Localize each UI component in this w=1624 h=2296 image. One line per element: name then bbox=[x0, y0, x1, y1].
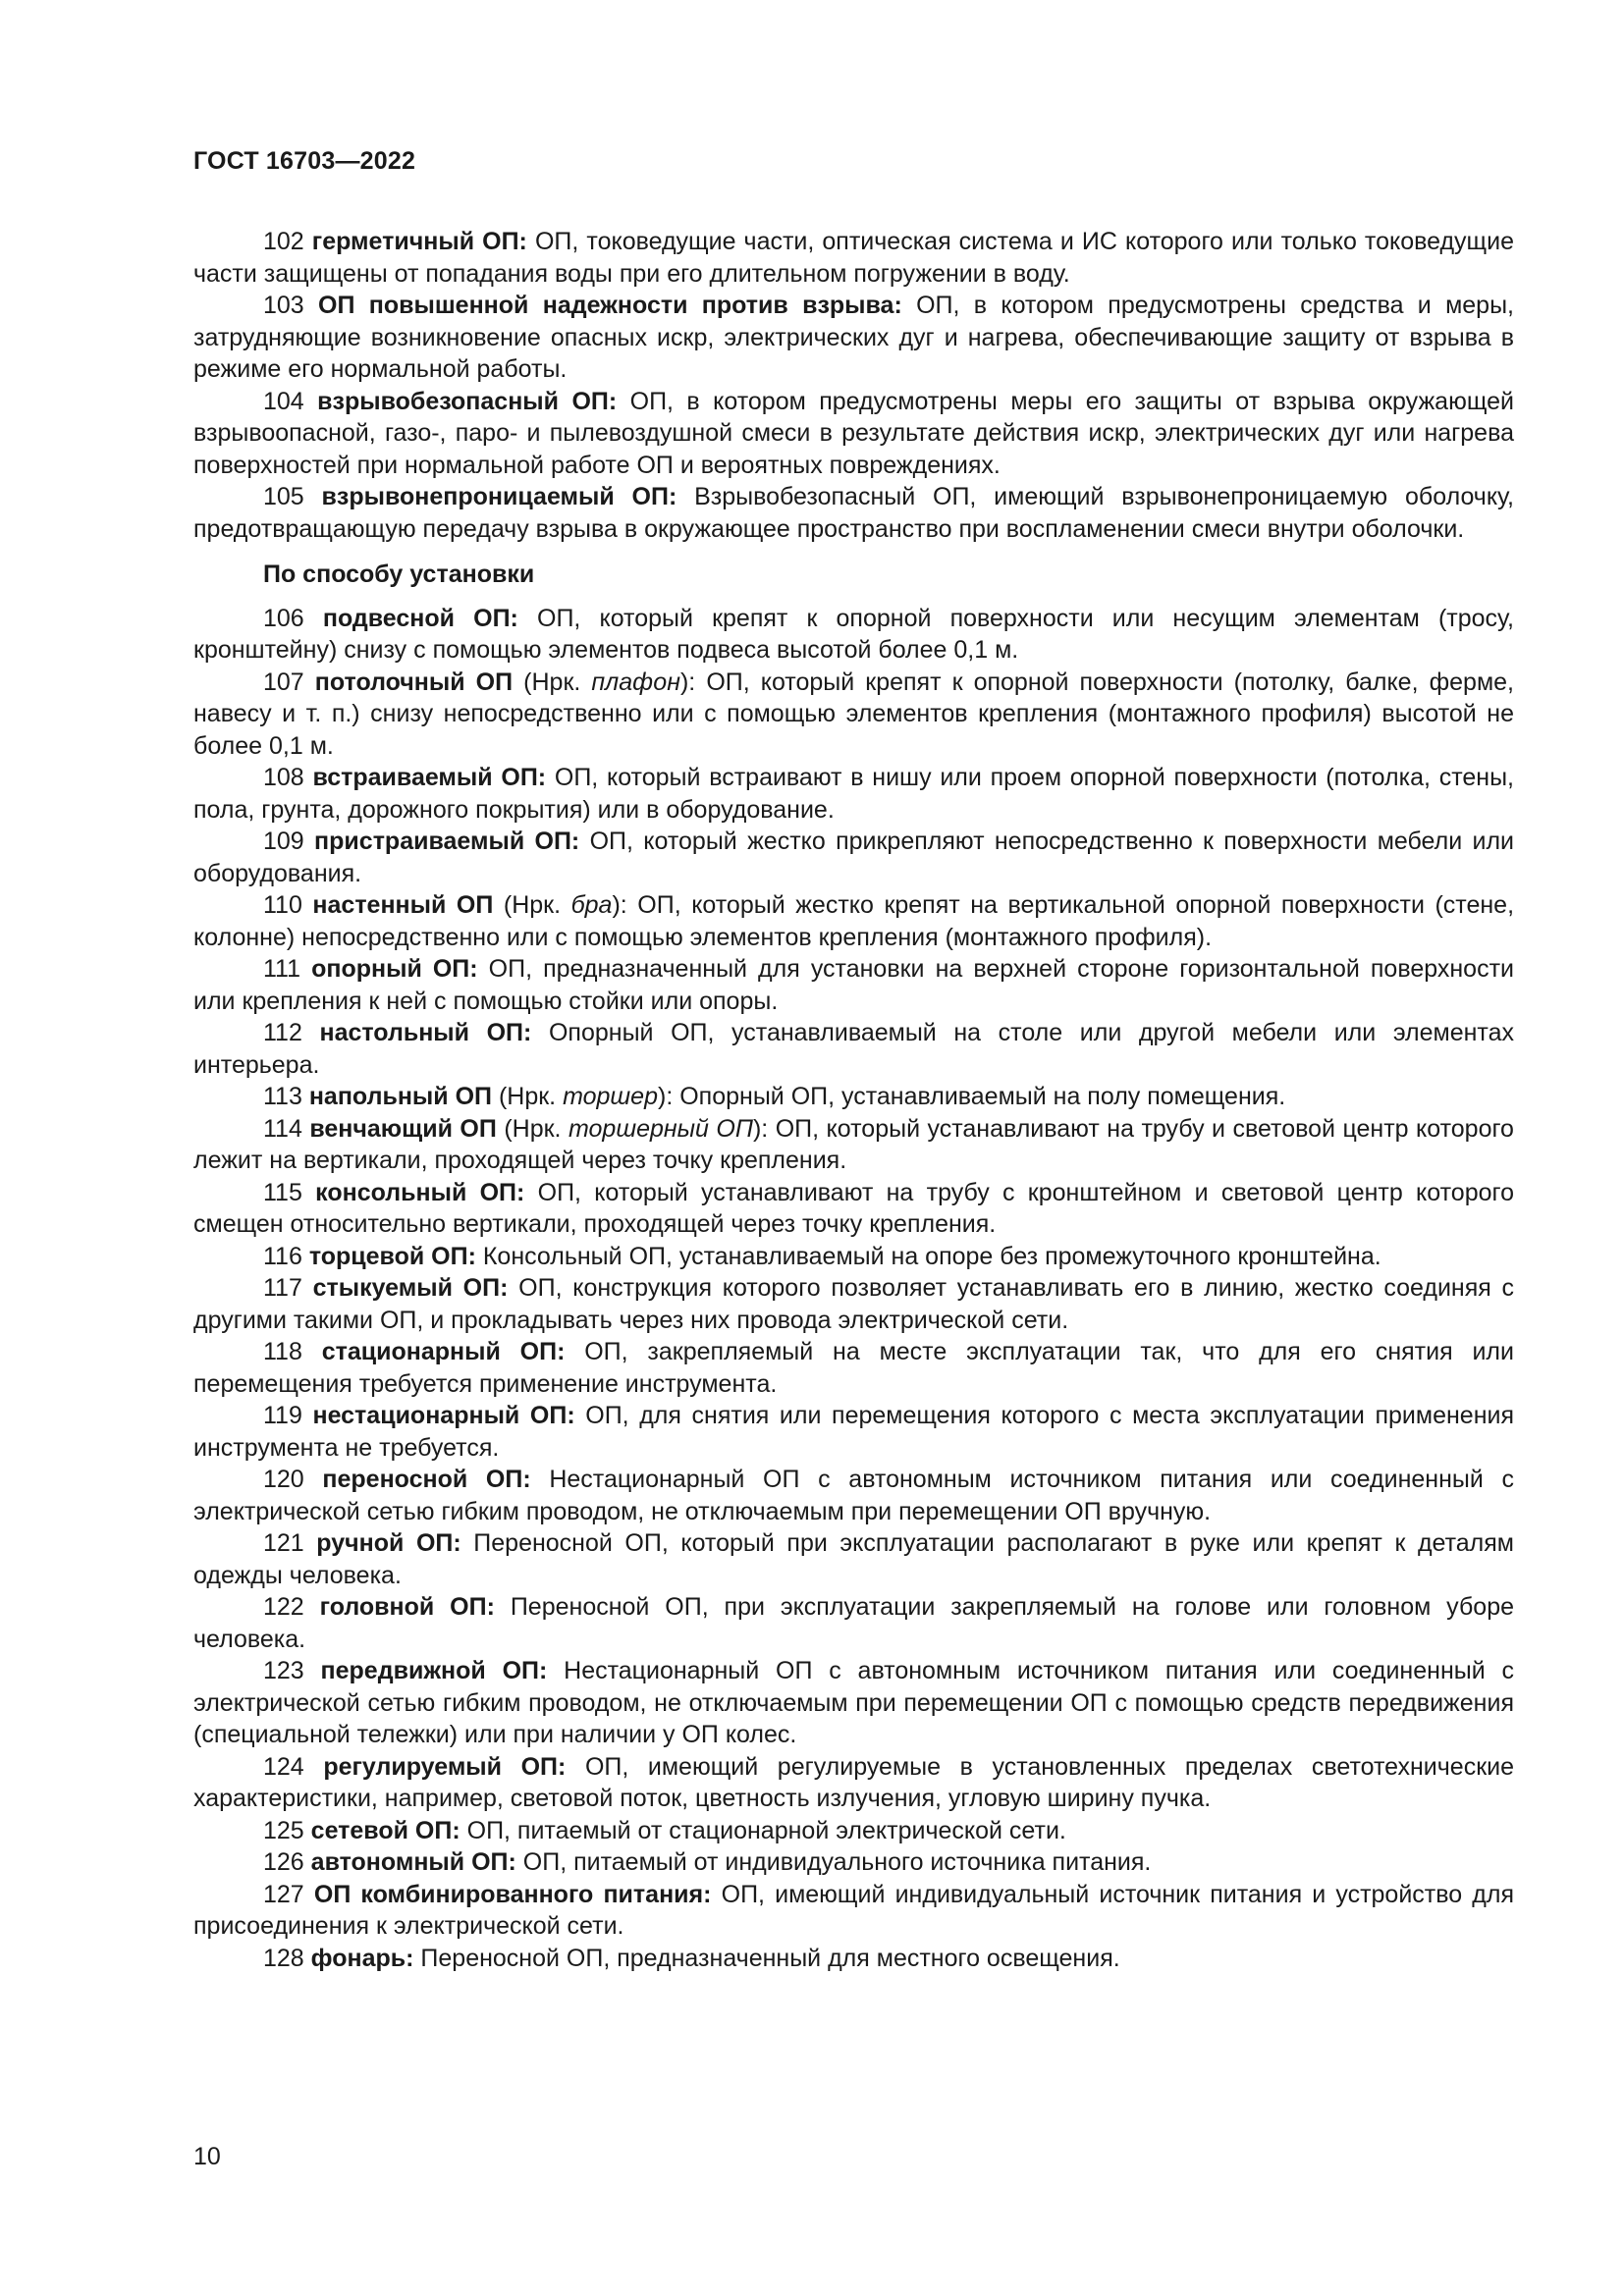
term-entry bbox=[193, 1943, 1514, 1975]
term-name: настольный ОП: bbox=[319, 1019, 532, 1046]
term-number: 125 bbox=[263, 1816, 304, 1844]
term-name: венчающий ОП bbox=[309, 1114, 497, 1143]
term-number: 109 bbox=[263, 828, 304, 855]
term-number: 124 bbox=[263, 1752, 304, 1781]
term-name: опорный ОП: bbox=[311, 955, 478, 983]
page-footer bbox=[193, 2143, 221, 2171]
term-number: 127 bbox=[263, 1880, 304, 1908]
term-definition: ОП, который крепят к опорной поверхности (потолку, балке, ферме, навесу и т. п.) снизу непосредственно или с помощью элементов крепления (монтажного профиля) высотой не более 0,1 м. bbox=[193, 667, 1514, 760]
term-name: ОП повышенной надежности против взрыва: bbox=[318, 292, 902, 319]
term-alternative bbox=[504, 891, 627, 919]
term-alternative-suffix: ): bbox=[679, 667, 696, 696]
term-definition: ОП, который жестко прикрепляют непосредственно к поверхности мебели или оборудования. bbox=[193, 828, 1515, 887]
term-number: 117 bbox=[263, 1274, 302, 1302]
term-number: 105 bbox=[263, 483, 304, 510]
term-name: взрывонепроницаемый ОП: bbox=[321, 483, 677, 510]
term-number: 110 bbox=[263, 891, 302, 919]
terms-group-before bbox=[193, 226, 1514, 545]
term-alternative-word: торшер bbox=[563, 1083, 658, 1110]
term-alternative-suffix: ): bbox=[752, 1114, 769, 1143]
term-number: 107 bbox=[263, 667, 304, 696]
term-entry bbox=[193, 481, 1514, 545]
term-number: 116 bbox=[263, 1242, 302, 1270]
term-definition: ОП, имеющий регулируемые в установленных пределах светотехнические характеристики, например, световой поток, цветность излучения, угловую ширину пучка. bbox=[193, 1752, 1515, 1812]
term-name: ручной ОП: bbox=[316, 1529, 461, 1557]
term-definition: ОП, в котором предусмотрены меры его защиты от взрыва окружающей взрывоопасной, газо-, паро- и пылевоздушной смеси в результате действия искр, электрических дуг или нагрева поверхностей при нормальной работе ОП и вероятных повреждениях. bbox=[193, 387, 1514, 479]
term-name: нестационарный ОП: bbox=[312, 1402, 575, 1429]
term-entry bbox=[193, 386, 1514, 482]
term-name: стыкуемый ОП: bbox=[312, 1274, 509, 1302]
page-number: 10 bbox=[193, 2143, 221, 2170]
term-name: передвижной ОП: bbox=[320, 1657, 548, 1684]
term-number: 103 bbox=[263, 292, 304, 319]
term-name: сетевой ОП: bbox=[310, 1816, 460, 1844]
term-name: торцевой ОП: bbox=[308, 1242, 476, 1270]
term-definition: ОП, в котором предусмотрены средства и меры, затрудняющие возникновение опасных искр, электрических дуг и нагрева, обеспечивающие защиту от взрыва в режиме его нормальной работы. bbox=[193, 292, 1514, 383]
term-name: ОП комбинированного питания: bbox=[313, 1880, 712, 1908]
term-number: 102 bbox=[263, 228, 304, 255]
term-entry bbox=[193, 226, 1514, 290]
term-number: 111 bbox=[263, 955, 301, 983]
term-name: консольный ОП: bbox=[315, 1178, 525, 1206]
term-definition: ОП, который устанавливают на трубу с кронштейном и световой центр которого смещен относительно вертикали, проходящей через точку крепления. bbox=[193, 1178, 1514, 1238]
term-definition: Переносной ОП, при эксплуатации закрепляемый на голове или головном уборе человека. bbox=[193, 1593, 1514, 1653]
term-entry bbox=[193, 889, 1514, 953]
terms-group-after bbox=[193, 603, 1514, 1975]
term-entry bbox=[193, 1113, 1514, 1177]
term-definition: ОП, питаемый от стационарной электрической сети. bbox=[466, 1816, 1066, 1844]
term-definition: Нестационарный ОП с автономным источником питания или соединенный с электрической сетью гибким проводом, не отключаемым при перемещении ОП с помощью средств передвижения (специальной тележки) или при наличии у ОП колес. bbox=[193, 1657, 1514, 1748]
term-name: фонарь: bbox=[310, 1944, 414, 1972]
term-number: 118 bbox=[263, 1338, 302, 1365]
term-definition: ОП, который устанавливают на трубу и световой центр которого лежит на вертикали, проходящей через точку крепления. bbox=[193, 1114, 1514, 1174]
term-number: 119 bbox=[263, 1402, 302, 1429]
term-definition: ОП, который встраивают в нишу или проем опорной поверхности (потолка, стены, пола, грунта, дорожного покрытия) или в оборудование. bbox=[193, 764, 1514, 824]
term-name: пристраиваемый ОП: bbox=[314, 828, 580, 855]
term-definition: Консольный ОП, устанавливаемый на опоре без промежуточного кронштейна. bbox=[482, 1242, 1381, 1270]
term-definition: ОП, имеющий индивидуальный источник питания и устройство для присоединения к электрической сети. bbox=[193, 1880, 1515, 1940]
section-heading: По способу установки bbox=[263, 561, 535, 588]
term-entry bbox=[193, 1336, 1514, 1400]
term-entry bbox=[193, 1017, 1514, 1081]
term-number: 115 bbox=[263, 1178, 302, 1206]
term-name: потолочный ОП bbox=[314, 667, 514, 696]
term-definition: Взрывобезопасный ОП, имеющий взрывонепроницаемую оболочку, предотвращающую передачу взрыва в окружающее пространство при воспламенении смеси внутри оболочки. bbox=[193, 483, 1514, 543]
term-definition: ОП, который жестко крепят на вертикальной опорной поверхности (стене, колонне) непосредственно или с помощью элементов крепления (монтажного профиля). bbox=[193, 891, 1515, 951]
term-alternative-prefix: (Нрк. bbox=[503, 891, 571, 919]
term-name: настенный ОП bbox=[312, 891, 494, 919]
term-definition: ОП, для снятия или перемещения которого с места эксплуатации применения инструмента не требуется. bbox=[193, 1402, 1514, 1462]
term-entry bbox=[193, 1846, 1514, 1879]
term-alternative bbox=[523, 668, 695, 696]
term-entry bbox=[193, 1591, 1514, 1655]
term-entry bbox=[193, 1751, 1514, 1815]
standard-designation: ГОСТ 16703—2022 bbox=[193, 147, 416, 175]
term-number: 108 bbox=[263, 764, 304, 791]
term-definition: Опорный ОП, устанавливаемый на столе или другой мебели или элементах интерьера. bbox=[193, 1019, 1514, 1079]
term-entry bbox=[193, 1241, 1514, 1273]
term-definition: ОП, закрепляемый на месте эксплуатации так, что для его снятия или перемещения требуется применение инструмента. bbox=[193, 1338, 1514, 1398]
term-entry bbox=[193, 1272, 1514, 1336]
term-name: переносной ОП: bbox=[322, 1466, 531, 1493]
term-number: 114 bbox=[263, 1114, 302, 1143]
term-definition: ОП, конструкция которого позволяет устанавливать его в линию, жестко соединяя с другими такими ОП, и прокладывать через них провода электрической сети. bbox=[193, 1274, 1515, 1334]
term-number: 128 bbox=[263, 1944, 304, 1972]
term-alternative-prefix: (Нрк. bbox=[498, 1083, 564, 1110]
term-entry bbox=[193, 1879, 1514, 1943]
term-name: автономный ОП: bbox=[310, 1848, 516, 1876]
term-number: 104 bbox=[263, 387, 304, 415]
term-name: головной ОП: bbox=[319, 1593, 495, 1621]
term-entry bbox=[193, 1177, 1514, 1241]
term-number: 121 bbox=[263, 1529, 304, 1557]
term-entry bbox=[193, 1400, 1514, 1464]
term-name: регулируемый ОП: bbox=[323, 1752, 567, 1781]
term-name: подвесной ОП: bbox=[322, 604, 518, 632]
term-entry bbox=[193, 826, 1514, 889]
term-number: 112 bbox=[263, 1019, 302, 1046]
term-entry bbox=[193, 953, 1514, 1017]
term-entry bbox=[193, 1464, 1514, 1527]
term-definition: ОП, питаемый от индивидуального источника питания. bbox=[522, 1848, 1152, 1876]
term-name: взрывобезопасный ОП: bbox=[317, 387, 618, 415]
term-number: 123 bbox=[263, 1657, 304, 1684]
term-definition: ОП, который крепят к опорной поверхности или несущим элементам (тросу, кронштейну) снизу с помощью элементов подвеса высотой более 0,1 м. bbox=[193, 604, 1514, 664]
term-entry bbox=[193, 667, 1514, 763]
term-definition: Нестационарный ОП с автономным источником питания или соединенный с электрической сетью гибким проводом, не отключаемым при перемещении ОП вручную. bbox=[193, 1466, 1514, 1525]
term-entry bbox=[193, 1081, 1514, 1113]
document-header bbox=[193, 147, 415, 176]
document-body bbox=[193, 226, 1514, 1974]
term-entry bbox=[193, 762, 1514, 826]
term-name: герметичный ОП: bbox=[311, 228, 527, 255]
term-number: 113 bbox=[263, 1083, 302, 1110]
term-alternative-suffix: ): bbox=[658, 1083, 674, 1110]
term-name: стационарный ОП: bbox=[321, 1338, 566, 1365]
term-alternative-suffix: ): bbox=[612, 891, 627, 919]
term-alternative-prefix: (Нрк. bbox=[504, 1114, 568, 1143]
term-definition: Переносной ОП, предназначенный для местного освещения. bbox=[420, 1944, 1120, 1972]
term-entry bbox=[193, 1655, 1514, 1751]
term-definition: Опорный ОП, устанавливаемый на полу помещения. bbox=[679, 1083, 1286, 1110]
term-entry bbox=[193, 1527, 1514, 1591]
term-alternative-word: плафон bbox=[591, 667, 680, 696]
term-number: 126 bbox=[263, 1848, 304, 1876]
term-definition: Переносной ОП, который при эксплуатации располагают в руке или крепят к деталям одежды человека. bbox=[193, 1529, 1514, 1589]
term-definition: ОП, предназначенный для установки на верхней стороне горизонтальной поверхности или крепления к ней с помощью стойки или опоры. bbox=[193, 955, 1514, 1015]
term-alternative-prefix: (Нрк. bbox=[523, 667, 592, 696]
term-entry bbox=[193, 1815, 1514, 1847]
term-name: встраиваемый ОП: bbox=[312, 764, 547, 791]
term-alternative-word: торшерный ОП bbox=[568, 1114, 753, 1143]
term-definition: ОП, токоведущие части, оптическая система и ИС которого или только токоведущие части защищены от попадания воды при его длительном погружении в воду. bbox=[193, 228, 1514, 288]
term-entry bbox=[193, 603, 1514, 667]
term-number: 122 bbox=[263, 1593, 304, 1621]
term-entry bbox=[193, 290, 1514, 386]
term-name: напольный ОП bbox=[308, 1083, 492, 1110]
term-alternative-word: бра bbox=[570, 891, 613, 919]
term-number: 120 bbox=[263, 1466, 304, 1493]
term-alternative bbox=[504, 1115, 768, 1143]
term-number: 106 bbox=[263, 604, 304, 632]
term-alternative bbox=[499, 1083, 673, 1110]
